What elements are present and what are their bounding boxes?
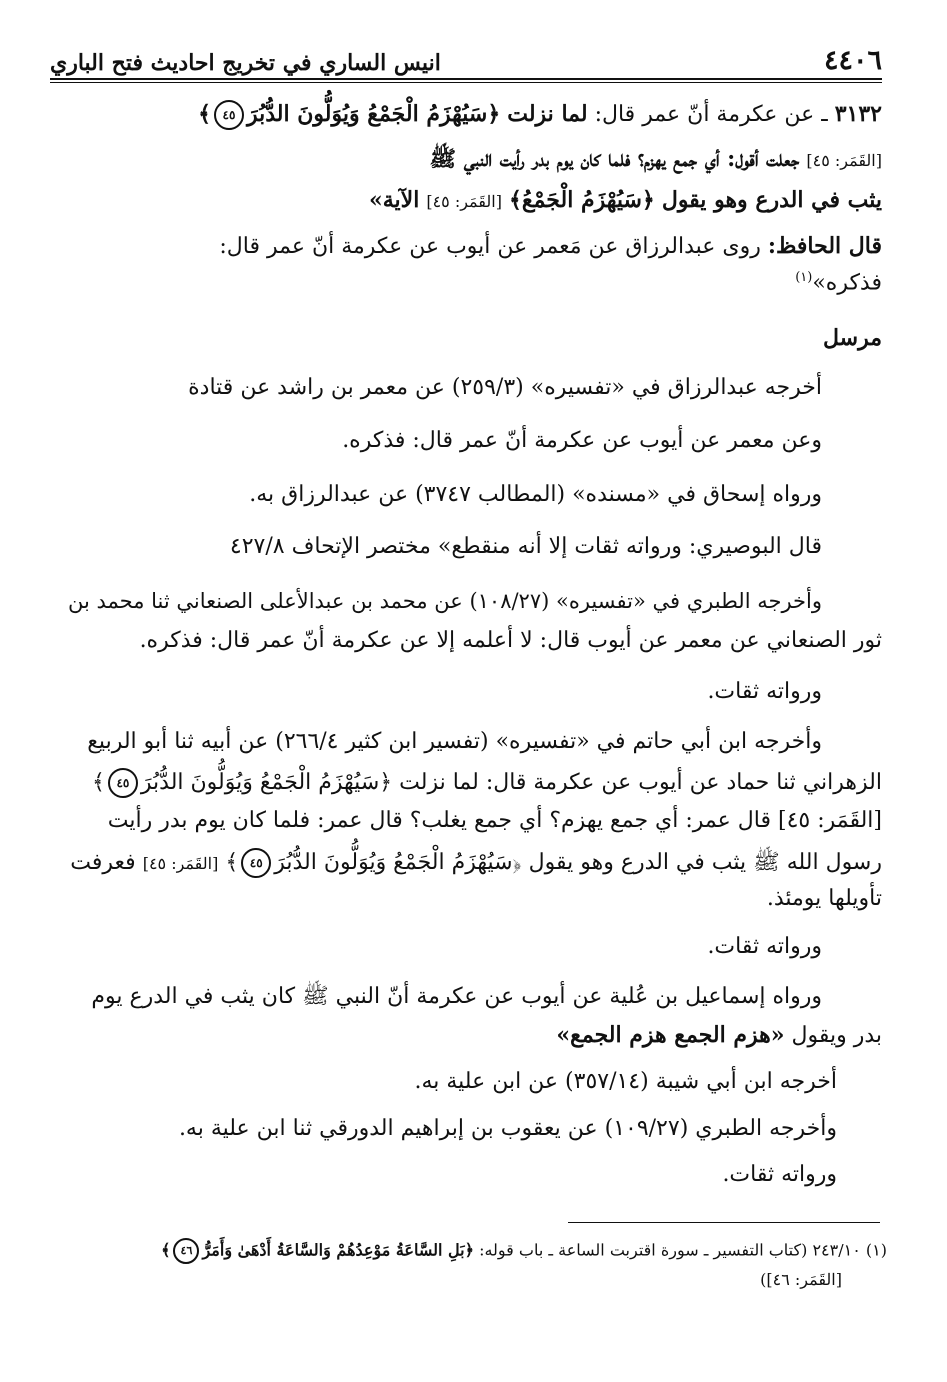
quran-verse: ﴿سَيُهْزَمُ الْجَمْعُ وَيُوَلُّونَ الدُّبُرَ [246, 101, 501, 127]
paragraph: وأخرجه الطبري (١٠٩/٢٧) عن يعقوب بن إبراهيم الدورقي ثنا ابن علية به. [178, 1116, 837, 1141]
paragraph: ورواته ثقات. [707, 679, 822, 704]
quran-verse: ﴿بَلِ السَّاعَةُ مَوْعِدُهُمْ وَالسَّاعَةُ أَدْهَىٰ وَأَمَرُّ [202, 1240, 474, 1260]
paragraph-continued: بدر ويقول «هزم الجمع هزم الجمع» [556, 1022, 882, 1048]
paragraph: ورواه إسماعيل بن عُلية عن أيوب عن عكرمة أنّ النبي ﷺ كان يثب في الدرع يوم [91, 984, 822, 1009]
quran-verse: ﴿سَيُهْزَمُ الْجَمْعُ وَيُوَلُّونَ الدُّبُرَ [140, 770, 393, 795]
footnote-line-1: (١) ٢٤٣/١٠ (كتاب التفسير ـ سورة اقتربت الساعة ـ باب قوله: ﴿بَلِ السَّاعَةُ مَوْعِدُهُمْ وَالسَّاعَةُ أَدْهَىٰ وَأَمَرُّ٤٦﴾ [57, 1238, 887, 1264]
paragraph: قال البوصيري: ورواته ثقات إلا أنه منقطع» مختصر الإتحاف ٤٢٧/٨ [229, 534, 822, 559]
quran-reference: [القَمَر: ٤٦]) [760, 1270, 842, 1289]
hadith-line-1: ٣١٣٢ ـ عن عكرمة أنّ عمر قال: لما نزلت ﴿سَيُهْزَمُ الْجَمْعُ وَيُوَلُّونَ الدُّبُرَ٤٥﴾ [62, 100, 882, 130]
hafiz-label: قال الحافظ: [767, 233, 882, 259]
ayah-number-icon: ٤٥ [214, 100, 244, 130]
footnote-marker: (١) [795, 270, 813, 285]
page-header [50, 30, 882, 76]
quran-reference: [القَمَر: ٤٥] [806, 151, 882, 170]
hafiz-line-2: فذكره»$^{(١)}$ [795, 270, 882, 296]
footnote-line-2 [57, 1270, 842, 1289]
footnote-number: (١) [865, 1240, 887, 1260]
ayah-number-icon: ٤٥ [108, 768, 138, 798]
book-title: انيس الساري في تخريج احاديث فتح الباري [50, 50, 441, 76]
paragraph-continued: [القَمَر: ٤٥] قال عمر: أي جمع يهزم؟ أي جمع يغلب؟ قال عمر: فلما كان يوم بدر رأيت [107, 808, 882, 833]
paragraph: أخرجه ابن أبي شيبة (٣٥٧/١٤) عن ابن علية به. [414, 1069, 837, 1094]
paragraph-continued: تأويلها يومئذ. [766, 886, 882, 911]
paragraph-continued: رسول الله ﷺ يثب في الدرع وهو يقول ﴿سَيُهْزَمُ الْجَمْعُ وَيُوَلُّونَ الدُّبُرَ٤٥﴾ [القَمَر: ٤٥] فعرفت [62, 848, 882, 880]
paragraph: وأخرجه ابن أبي حاتم في «تفسيره» (تفسير ابن كثير ٢٦٦/٤) عن أبيه ثنا أبو الربيع [87, 729, 822, 754]
page-number: ٤٤٠٦ [823, 45, 882, 76]
quran-reference: [القَمَر: ٤٥] [426, 192, 502, 211]
hadith-line-2: [القَمَر: ٤٥] جعلت أقول: أي جمع يهزم؟ فلما كان يوم بدر رأيت النبي ﷺ [429, 146, 882, 172]
paragraph: وأخرجه الطبري في «تفسيره» (١٠٨/٢٧) عن محمد بن عبدالأعلى الصنعاني ثنا محمد بن [68, 589, 822, 613]
quran-verse: ﴿سَيُهْزَمُ الْجَمْعُ وَيُوَلُّونَ الدُّبُرَ [274, 850, 522, 875]
header-divider [50, 78, 882, 83]
quran-reference: [القَمَر: ٤٥] [142, 854, 219, 873]
quran-verse: ﴿سَيُهْزَمُ الْجَمْعُ﴾ [508, 187, 655, 213]
grading-heading: مرسل [822, 325, 882, 351]
paragraph: ورواه إسحاق في «مسنده» (المطالب ٣٧٤٧) عن عبدالرزاق به. [249, 482, 822, 507]
hafiz-line-1: قال الحافظ: روى عبدالرزاق عن مَعمر عن أيوب عن عكرمة أنّ عمر قال: [219, 233, 882, 259]
paragraph-continued: ثور الصنعاني عن معمر عن أيوب قال: لا أعلمه إلا عن عكرمة أنّ عمر قال: فذكره. [139, 628, 882, 653]
hadith-number: ٣١٣٢ [834, 101, 882, 127]
paragraph: وعن معمر عن أيوب عن عكرمة أنّ عمر قال: فذكره. [342, 428, 822, 453]
paragraph: ورواته ثقات. [707, 934, 822, 959]
paragraph: ورواته ثقات. [722, 1162, 837, 1187]
ayah-number-icon: ٤٥ [241, 848, 271, 878]
hadith-line-3: يثب في الدرع وهو يقول ﴿سَيُهْزَمُ الْجَمْعُ﴾ [القَمَر: ٤٥] الآية» [368, 187, 882, 213]
ayah-number-icon: ٤٦ [173, 1238, 199, 1264]
paragraph-continued: الزهراني ثنا حماد عن أيوب عن عكرمة قال: لما نزلت ﴿سَيُهْزَمُ الْجَمْعُ وَيُوَلُّونَ الدُّبُرَ٤٥﴾ [62, 768, 882, 798]
paragraph: أخرجه عبدالرزاق في «تفسيره» (٢٥٩/٣) عن معمر بن راشد عن قتادة [188, 375, 822, 400]
footnote-divider [568, 1222, 880, 1223]
